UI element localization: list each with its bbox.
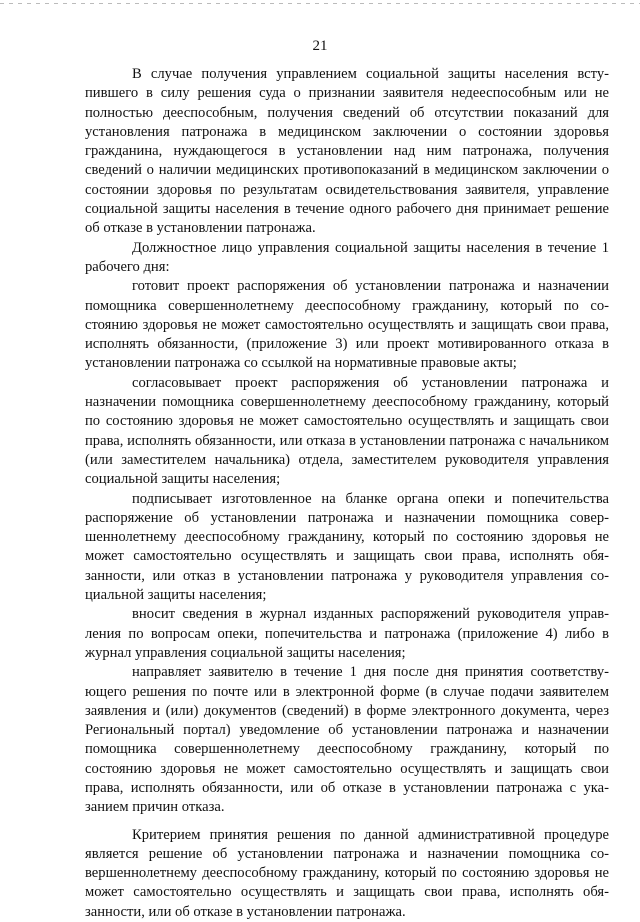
paragraph-prepare-draft: готовит проект распоряжения об установлении патронажа и назначении помощника совершеннолетнему дееспособному гражданину, который по состоянию здоровья не может самостоятельно осуществлять и защищать свои права, исполнять обязанности, (приложение 3) или проект мотивированного отказа в установлении патронажа со ссылкой на нормативные правовые акты; [85,278,609,372]
document-body [85,65,609,922]
paragraph-notify-applicant: направляет заявителю в течение 1 дня после дня принятия соответствующего решения по почте или в электронной форме (в случае подачи заявителем заявления и (или) документов (сведений) в форме электронного документа, через Региональный портал) уведомление об установлении патронажа и назначении помощника совершеннолетнему дееспособному гражданину, который по состоянию здоровья не может самостоятельно осуществлять и защищать свои права, исполнять обязанности, или об отказе в установлении патронажа с указанием причин отказа. [85,664,609,816]
scan-edge-line [0,3,640,4]
page-number: 21 [312,38,328,54]
paragraph-register-journal: вносит сведения в журнал изданных распоряжений руководителя управления по вопросам опеки, попечительства и патронажа (приложение 4) либо в журнал управления социальной защиты населения; [85,606,609,661]
paragraph-decision-criterion: Критерием принятия решения по данной административной процедуре является решение об установлении патронажа и назначении помощника совершеннолетнему дееспособному гражданину, который по состоянию здоровья не может самостоятельно осуществлять и защищать свои права, исполнять обязанности, или об отказе в установлении патронажа. [85,826,609,920]
paragraph-official-duties-intro: Должностное лицо управления социальной защиты населения в течение 1 рабочего дня: [85,239,609,275]
paragraph-refusal-grounds: В случае получения управлением социальной защиты населения вступившего в силу решения суда о признании заявителя недееспособным или не полностью дееспособным, получения сведений об отсутствии показаний для установления патронажа в медицинском заключении о состоянии здоровья гражданина, нуждающегося в установлении над ним патронажа, получения сведений о наличии медицинских противопоказаний в медицинском заключении о состоянии здоровья по результатам освидетельствования заявителя, управление социальной защиты населения в течение одного рабочего дня принимает решение об отказе в установлении патронажа. [85,66,609,237]
paragraph-sign-order: подписывает изготовленное на бланке органа опеки и попечительства распоряжение об установлении патронажа и назначении помощника совершеннолетнему дееспособному гражданину, который по состоянию здоровья не может самостоятельно осуществлять и защищать свои права, исполнять обязанности, или отказ в установлении патронажа у руководителя управления социальной защиты населения; [85,490,609,604]
paragraph-approve-draft: согласовывает проект распоряжения об установлении патронажа и назначении помощника совершеннолетнему дееспособному гражданину, который по состоянию здоровья не может самостоятельно осуществлять и защищать свои права, исполнять обязанности, или отказа в установлении патронажа с начальником (или заместителем начальника) отдела, заместителем руководителя управления социальной защиты населения; [85,374,609,488]
